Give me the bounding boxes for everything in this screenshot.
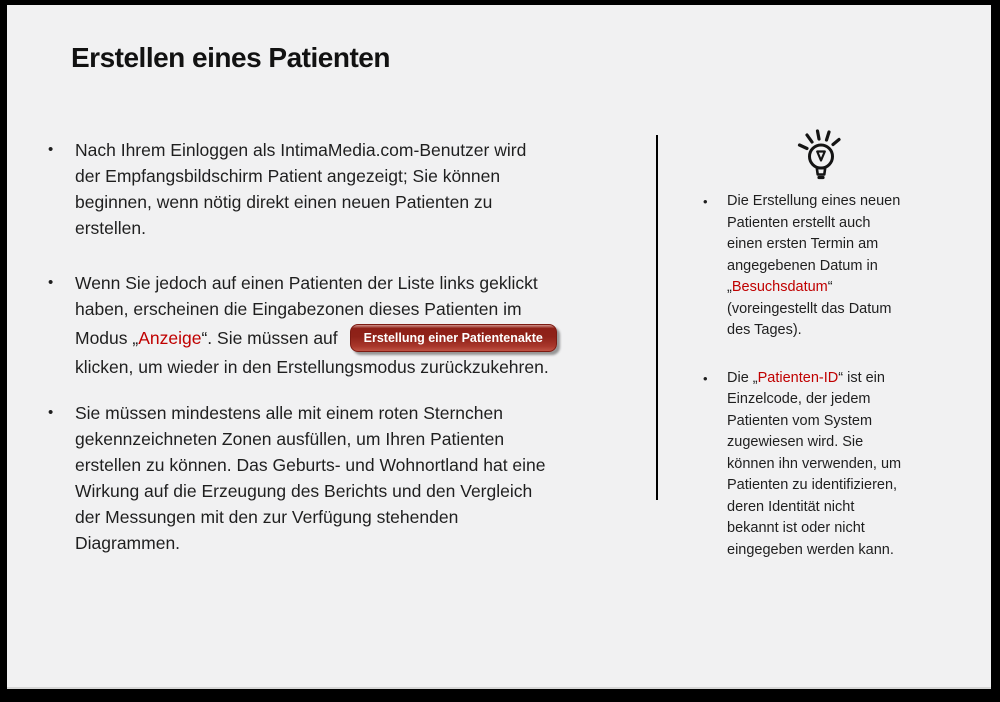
bullet-line: können ihn verwenden, um bbox=[727, 455, 902, 472]
bullet-marker: • bbox=[703, 370, 708, 386]
bullet-line: erstellen zu können. Das Geburts- und Wohnortland hat eine bbox=[75, 455, 546, 475]
text-segment: Die „ bbox=[727, 369, 758, 386]
bullet-line: Wenn Sie jedoch auf einen Patienten der Liste links geklickt bbox=[75, 273, 538, 293]
bullet-line: einen ersten Termin am bbox=[727, 236, 879, 252]
bullet-line: beginnen, wenn nötig direkt einen neuen Patienten zu bbox=[75, 192, 493, 212]
vertical-divider bbox=[656, 135, 658, 500]
bullet-marker: • bbox=[48, 404, 54, 421]
bullet-marker: • bbox=[703, 194, 708, 209]
bullet-line: eingegeben werden kann. bbox=[727, 541, 894, 558]
bullet-line: Patienten erstellt auch bbox=[727, 214, 871, 231]
bullet-line: erstellen. bbox=[75, 218, 147, 238]
bullet-item-anzeige-modus bbox=[48, 270, 628, 380]
bullet-line: der Empfangsbildschirm Patient angezeigt; Sie können bbox=[75, 166, 501, 186]
text-segment: “ bbox=[827, 279, 833, 295]
text-segment: “. Sie müssen auf bbox=[201, 328, 338, 348]
bullet-line bbox=[727, 368, 953, 390]
slide-frame bbox=[7, 5, 991, 689]
bullet-text bbox=[727, 191, 953, 342]
bullet-line bbox=[727, 277, 953, 299]
bullet-line: Einzelcode, der jedem bbox=[727, 391, 871, 407]
tip-item-patienten-id bbox=[703, 368, 953, 562]
bullet-text bbox=[75, 270, 628, 380]
bullet-line: der Messungen mit den zur Verfügung stehenden bbox=[75, 507, 459, 527]
bullet-line: haben, erscheinen die Eingabezonen dieses Patienten im bbox=[75, 299, 522, 319]
highlighted-word-anzeige: Anzeige bbox=[138, 328, 202, 348]
bullet-line: Patienten vom System bbox=[727, 412, 873, 429]
right-tip-column bbox=[703, 191, 953, 587]
text-segment: Modus „ bbox=[75, 328, 139, 348]
bullet-text bbox=[727, 368, 953, 562]
bullet-line: Die Erstellung eines neuen bbox=[727, 193, 901, 209]
bullet-item-login bbox=[48, 137, 628, 241]
lightbulb-icon bbox=[795, 123, 847, 185]
bullet-line-with-button bbox=[75, 322, 628, 354]
bullet-line: Patienten zu identifizieren, bbox=[727, 477, 898, 493]
highlighted-word-patienten-id: Patienten-ID bbox=[757, 369, 839, 386]
bullet-marker: • bbox=[48, 141, 54, 158]
bullet-line: bekannt ist oder nicht bbox=[727, 520, 865, 536]
bullet-line: deren Identität nicht bbox=[727, 498, 855, 515]
left-text-column bbox=[48, 137, 628, 585]
bullet-line: (voreingestellt das Datum bbox=[727, 300, 892, 317]
bullet-line: angegebenen Datum in bbox=[727, 257, 878, 274]
create-patient-record-button[interactable]: Erstellung einer Patientenakte bbox=[350, 324, 557, 352]
page-title: Erstellen eines Patienten bbox=[71, 42, 390, 73]
bullet-line: Wirkung auf die Erzeugung des Berichts und den Vergleich bbox=[75, 481, 533, 501]
text-segment: „ bbox=[727, 279, 732, 295]
bullet-text bbox=[75, 137, 628, 241]
bullet-line: Nach Ihrem Einloggen als IntimaMedia.com-Benutzer wird bbox=[75, 140, 527, 160]
bullet-line: Diagrammen. bbox=[75, 533, 181, 553]
bullet-line: klicken, um wieder in den Erstellungsmodus zurückzukehren. bbox=[75, 357, 549, 377]
highlighted-word-besuchsdatum: Besuchsdatum bbox=[731, 279, 828, 295]
bullet-marker: • bbox=[48, 274, 54, 291]
bullet-item-pflichtfelder bbox=[48, 400, 628, 556]
text-segment: “ ist ein bbox=[838, 369, 885, 386]
bullet-line: zugewiesen wird. Sie bbox=[727, 434, 864, 450]
bullet-line: Sie müssen mindestens alle mit einem roten Sternchen bbox=[75, 403, 503, 423]
tip-item-besuchsdatum bbox=[703, 191, 953, 342]
bullet-text bbox=[75, 400, 628, 556]
bullet-line: gekennzeichneten Zonen ausfüllen, um Ihren Patienten bbox=[75, 429, 505, 449]
bullet-line: des Tages). bbox=[727, 322, 802, 338]
